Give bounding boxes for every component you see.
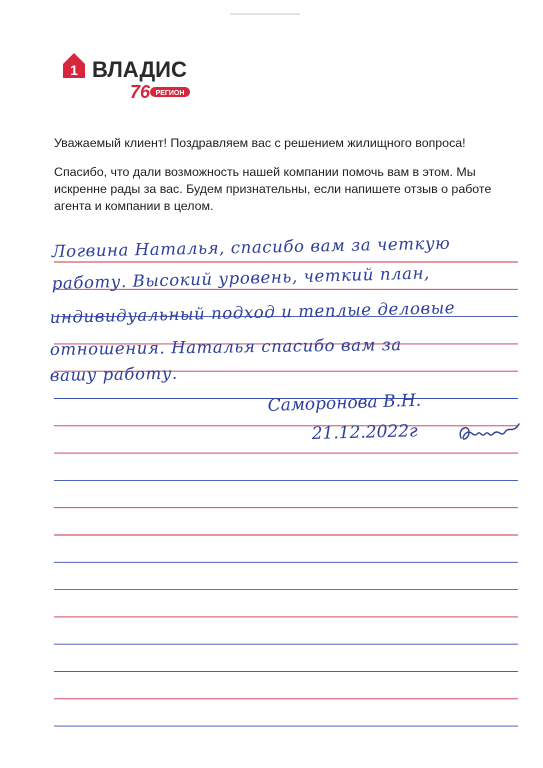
region-label: РЕГИОН — [155, 90, 185, 97]
top-edge-marks — [0, 0, 543, 40]
review-line-1: Логвина Наталья, спасибо вам за четкую — [51, 233, 451, 261]
review-line-3: индивидуальный подход и теплые деловые — [49, 298, 456, 327]
greeting-line: Уважаемый клиент! Поздравляем вас с решением жилищного вопроса! — [54, 136, 466, 150]
review-date: 21.12.2022г — [311, 421, 418, 444]
region-number: 76 — [130, 82, 151, 100]
request-paragraph: Спасибо, что дали возможность нашей компании помочь вам в этом. Мы искренне рады за вас. Будем признательны, если напишете отзыв о работе агента и компании в целом. — [54, 165, 492, 213]
brand-name: ВЛАДИС — [92, 57, 187, 82]
review-line-2: работу. Высокий уровень, четкий план, — [51, 263, 431, 293]
review-line-4: отношения. Наталья спасибо вам за — [49, 335, 402, 359]
review-line-5: вашу работу. — [49, 363, 178, 385]
signature-scribble — [455, 418, 525, 448]
signer-name: Саморонова В.Н. — [267, 390, 422, 416]
svg-text:1: 1 — [70, 62, 78, 78]
